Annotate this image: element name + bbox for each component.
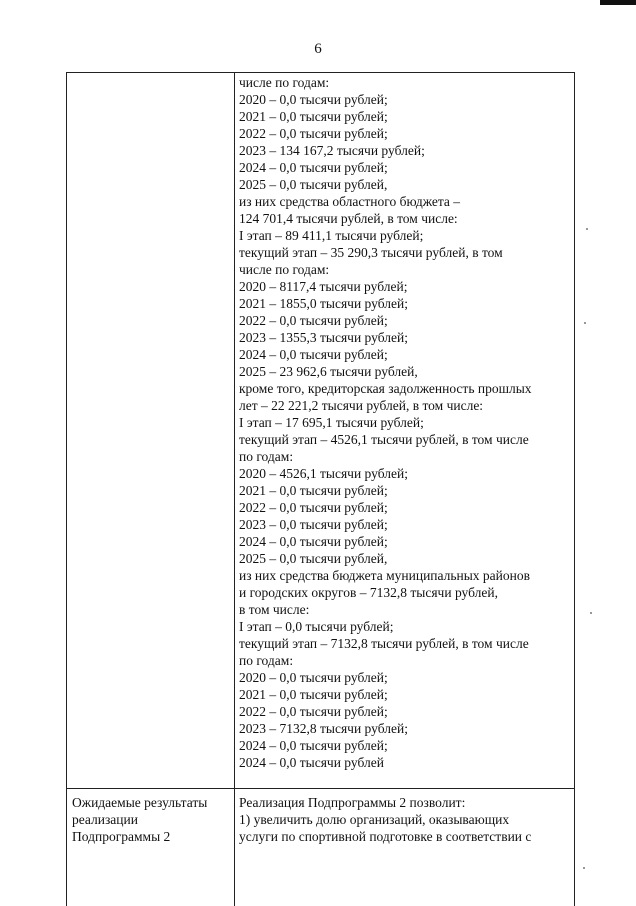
scan-corner-mark	[600, 0, 636, 5]
funding-line: 2020 – 8117,4 тысячи рублей;	[239, 279, 408, 294]
results-text-line: Реализация Подпрограммы 2 позволит:	[239, 795, 466, 810]
funding-line: числе по годам:	[239, 262, 330, 277]
funding-line: 2023 – 7132,8 тысячи рублей;	[239, 721, 408, 736]
funding-line: текущий этап – 35 290,3 тысячи рублей, в том	[239, 245, 503, 260]
scan-speck	[586, 228, 588, 230]
funding-line: 2021 – 0,0 тысячи рублей;	[239, 483, 388, 498]
results-label-line: реализации	[72, 812, 138, 827]
program-passport-table	[66, 72, 575, 906]
results-label-line: Подпрограммы 2	[72, 829, 171, 844]
funding-line: 2021 – 0,0 тысячи рублей;	[239, 109, 388, 124]
funding-line: по годам:	[239, 449, 294, 464]
results-label-line: Ожидаемые результаты	[72, 795, 208, 810]
page-number: 6	[314, 41, 322, 57]
funding-line: 2025 – 0,0 тысячи рублей,	[239, 177, 388, 192]
funding-line: I этап – 0,0 тысячи рублей;	[239, 619, 394, 634]
funding-line: и городских округов – 7132,8 тысячи рублей,	[239, 585, 498, 600]
funding-line: 124 701,4 тысячи рублей, в том числе:	[239, 211, 458, 226]
funding-line: 2022 – 0,0 тысячи рублей;	[239, 126, 388, 141]
funding-line: из них средства бюджета муниципальных районов	[239, 568, 531, 583]
funding-line: 2024 – 0,0 тысячи рублей;	[239, 534, 388, 549]
results-text-line: услуги по спортивной подготовке в соответствии с	[239, 829, 532, 844]
results-text-line: 1) увеличить долю организаций, оказывающих	[239, 812, 510, 827]
funding-line: 2024 – 0,0 тысячи рублей;	[239, 738, 388, 753]
scan-speck	[583, 867, 585, 869]
funding-line: 2023 – 134 167,2 тысячи рублей;	[239, 143, 425, 158]
funding-line: I этап – 17 695,1 тысячи рублей;	[239, 415, 424, 430]
funding-cell	[239, 74, 532, 771]
funding-line: 2021 – 0,0 тысячи рублей;	[239, 687, 388, 702]
funding-line: в том числе:	[239, 602, 310, 617]
funding-line: из них средства областного бюджета –	[239, 194, 461, 209]
results-label-cell	[72, 794, 207, 845]
funding-line: 2022 – 0,0 тысячи рублей;	[239, 313, 388, 328]
column-divider	[234, 73, 235, 906]
funding-line: 2024 – 0,0 тысячи рублей;	[239, 347, 388, 362]
funding-line: 2023 – 1355,3 тысячи рублей;	[239, 330, 408, 345]
funding-line: 2020 – 4526,1 тысячи рублей;	[239, 466, 408, 481]
funding-line: текущий этап – 7132,8 тысячи рублей, в том числе	[239, 636, 529, 651]
funding-line: лет – 22 221,2 тысячи рублей, в том числе:	[239, 398, 484, 413]
funding-line: кроме того, кредиторская задолженность прошлых	[239, 381, 532, 396]
funding-line: текущий этап – 4526,1 тысячи рублей, в том числе	[239, 432, 529, 447]
funding-line: 2020 – 0,0 тысячи рублей;	[239, 92, 388, 107]
funding-line: 2021 – 1855,0 тысячи рублей;	[239, 296, 408, 311]
funding-line: 2022 – 0,0 тысячи рублей;	[239, 704, 388, 719]
funding-line: 2024 – 0,0 тысячи рублей	[239, 755, 384, 770]
funding-line: 2020 – 0,0 тысячи рублей;	[239, 670, 388, 685]
results-text-cell	[239, 794, 531, 845]
funding-line: по годам:	[239, 653, 294, 668]
funding-line: 2024 – 0,0 тысячи рублей;	[239, 160, 388, 175]
row-divider	[67, 788, 574, 789]
funding-line: 2023 – 0,0 тысячи рублей;	[239, 517, 388, 532]
funding-line: 2022 – 0,0 тысячи рублей;	[239, 500, 388, 515]
scan-speck	[584, 322, 586, 324]
funding-line: 2025 – 0,0 тысячи рублей,	[239, 551, 388, 566]
funding-line: числе по годам:	[239, 75, 330, 90]
funding-line: I этап – 89 411,1 тысячи рублей;	[239, 228, 424, 243]
scan-speck	[590, 612, 592, 614]
funding-line: 2025 – 23 962,6 тысячи рублей,	[239, 364, 418, 379]
